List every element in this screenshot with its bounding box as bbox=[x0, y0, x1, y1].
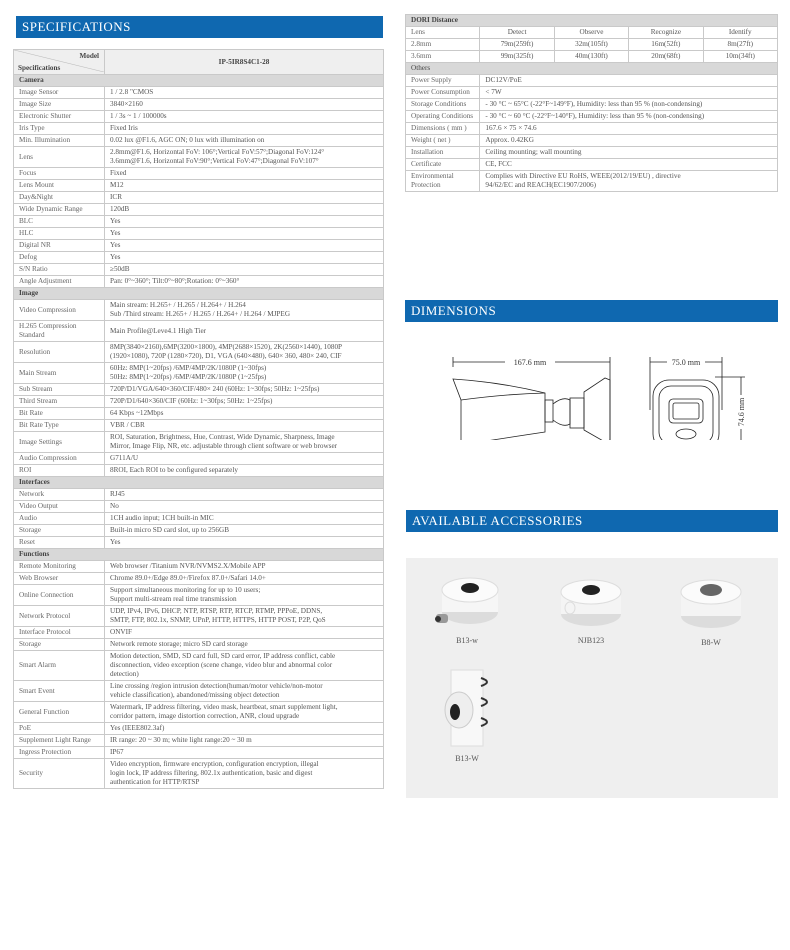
spec-key: Ingress Protection bbox=[14, 747, 105, 759]
spec-row bbox=[14, 180, 384, 192]
spec-row bbox=[14, 135, 384, 147]
spec-value-line: 720P/D1/640×360/CIF (60Hz: 1~30fps; 50Hz: 1~25fps) bbox=[110, 397, 273, 405]
spec-row bbox=[14, 321, 384, 342]
others-title: Others bbox=[406, 63, 778, 75]
spec-row bbox=[14, 123, 384, 135]
spec-key: Lens bbox=[14, 147, 105, 168]
spec-row bbox=[14, 300, 384, 321]
others-value-line: 94/62/EC and REACH(EC1907/2006) bbox=[485, 181, 596, 189]
spec-row bbox=[14, 735, 384, 747]
spec-value bbox=[105, 192, 384, 204]
spec-row bbox=[14, 681, 384, 702]
spec-value-line: VBR / CBR bbox=[110, 421, 145, 429]
spec-value bbox=[105, 300, 384, 321]
junction-box-icon bbox=[678, 572, 744, 632]
spec-row bbox=[14, 537, 384, 549]
spec-value bbox=[105, 735, 384, 747]
others-key: Power Supply bbox=[406, 75, 480, 87]
others-value bbox=[480, 171, 778, 192]
spec-value-line: M12 bbox=[110, 181, 124, 189]
dori-cell: 79m(259ft) bbox=[480, 39, 554, 51]
spec-value-line: detection) bbox=[110, 670, 139, 678]
spec-key: Audio bbox=[14, 513, 105, 525]
spec-value bbox=[105, 87, 384, 99]
spec-row bbox=[14, 489, 384, 501]
spec-key: Smart Event bbox=[14, 681, 105, 702]
spec-row bbox=[14, 204, 384, 216]
spec-key: Storage bbox=[14, 639, 105, 651]
spec-row bbox=[14, 228, 384, 240]
spec-value-line: 8MP(3840×2160),6MP(3200×1800), 4MP(2688×1520), 2K(2560×1440), 1080P bbox=[110, 343, 343, 351]
spec-row bbox=[14, 759, 384, 789]
spec-value-line: ROI, Saturation, Brightness, Hue, Contrast, Wide Dynamic, Sharpness, Image bbox=[110, 433, 335, 441]
spec-value-line: Video encryption, firmware encryption, configuration encryption, illegal bbox=[110, 760, 319, 768]
spec-value bbox=[105, 99, 384, 111]
spec-key: Focus bbox=[14, 168, 105, 180]
spec-value-line: Web browser /Titanium NVR/NVMS2.X/Mobile APP bbox=[110, 562, 266, 570]
others-value-line: - 30 °C ~ 60 °C (-22°F~140°F), Humidity: less than 95 % (non-condensing) bbox=[485, 112, 705, 120]
spec-value-line: ≥50dB bbox=[110, 265, 130, 273]
spec-value bbox=[105, 723, 384, 735]
dori-section-header bbox=[406, 15, 778, 27]
spec-row bbox=[14, 216, 384, 228]
spec-value-line: Main stream: H.265+ / H.265 / H.264+ / H.264 bbox=[110, 301, 246, 309]
others-value bbox=[480, 111, 778, 123]
spec-value bbox=[105, 585, 384, 606]
others-section-header bbox=[406, 63, 778, 75]
spec-key: Video Output bbox=[14, 501, 105, 513]
spec-key: Network bbox=[14, 489, 105, 501]
spec-key: Day&Night bbox=[14, 192, 105, 204]
spec-header-row bbox=[14, 50, 384, 75]
specifications-table bbox=[13, 49, 384, 789]
dori-cell: 99m(325ft) bbox=[480, 51, 554, 63]
spec-row bbox=[14, 264, 384, 276]
spec-value bbox=[105, 639, 384, 651]
spec-row bbox=[14, 453, 384, 465]
spec-key: BLC bbox=[14, 216, 105, 228]
dimensions-banner bbox=[405, 300, 778, 322]
spec-row bbox=[14, 342, 384, 363]
accessories-panel bbox=[406, 558, 778, 798]
spec-key: Web Browser bbox=[14, 573, 105, 585]
dori-cell: 8m(27ft) bbox=[703, 39, 777, 51]
spec-label: Specifications bbox=[18, 64, 61, 72]
spec-value bbox=[105, 180, 384, 192]
spec-value bbox=[105, 561, 384, 573]
spec-value-line: Fixed bbox=[110, 169, 127, 177]
dori-cell: 16m(52ft) bbox=[629, 39, 703, 51]
others-value-line: < 7W bbox=[485, 88, 502, 96]
spec-value bbox=[105, 501, 384, 513]
dori-col-identify: Identify bbox=[703, 27, 777, 39]
others-row bbox=[406, 75, 778, 87]
spec-row bbox=[14, 168, 384, 180]
others-key: Installation bbox=[406, 147, 480, 159]
spec-value-line: Sub /Third stream: H.265+ / H.265 / H.264+ / H.264 / MJPEG bbox=[110, 310, 291, 318]
spec-value-line: 1 / 3s ~ 1 / 100000s bbox=[110, 112, 167, 120]
spec-row bbox=[14, 465, 384, 477]
spec-value-line: login lock, IP address filtering, 802.1x authentication, basic and digest bbox=[110, 769, 313, 777]
spec-key: Smart Alarm bbox=[14, 651, 105, 681]
accessory-item bbox=[556, 572, 626, 645]
accessory-label: NJB123 bbox=[577, 636, 605, 645]
spec-key: Online Connection bbox=[14, 585, 105, 606]
spec-value-line: authentication for HTTP/RTSP bbox=[110, 778, 200, 786]
others-value bbox=[480, 75, 778, 87]
spec-row bbox=[14, 276, 384, 288]
spec-key: S/N Ratio bbox=[14, 264, 105, 276]
dori-title: DORI Distance bbox=[406, 15, 778, 27]
accessories-banner bbox=[406, 510, 778, 532]
others-value-line: 167.6 × 75 × 74.6 bbox=[485, 124, 537, 132]
others-key: Certificate bbox=[406, 159, 480, 171]
spec-value-line: Motion detection, SMD, SD card full, SD card error, IP address conflict, cable bbox=[110, 652, 336, 660]
spec-value-line: Line crossing /region intrusion detection(human/motor vehicle/non-motor bbox=[110, 682, 323, 690]
dori-row bbox=[406, 39, 778, 51]
spec-value-line: UDP, IPv4, IPv6, DHCP, NTP, RTSP, RTP, RTCP, RTMP, PPPoE, DDNS, bbox=[110, 607, 323, 615]
spec-value-line: SMTP, FTP, 802.1x, SNMP, UPnP, HTTP, HTTPS, HTTP POST, P2P, QoS bbox=[110, 616, 326, 624]
others-value-line: Approx. 0.42KG bbox=[485, 136, 534, 144]
spec-value bbox=[105, 702, 384, 723]
spec-row bbox=[14, 420, 384, 432]
spec-row bbox=[14, 513, 384, 525]
others-row bbox=[406, 147, 778, 159]
spec-key: Image Size bbox=[14, 99, 105, 111]
camera-dimension-drawing bbox=[405, 350, 778, 440]
spec-value bbox=[105, 513, 384, 525]
spec-row bbox=[14, 573, 384, 585]
spec-key: Main Stream bbox=[14, 363, 105, 384]
others-row bbox=[406, 135, 778, 147]
spec-key: Lens Mount bbox=[14, 180, 105, 192]
spec-section-header bbox=[14, 288, 384, 300]
others-value-line: CE, FCC bbox=[485, 160, 512, 168]
dori-column-header-row bbox=[406, 27, 778, 39]
others-value bbox=[480, 87, 778, 99]
spec-row bbox=[14, 702, 384, 723]
junction-box-icon bbox=[558, 572, 624, 630]
spec-value-line: Built-in micro SD card slot, up to 256GB bbox=[110, 526, 229, 534]
others-value bbox=[480, 123, 778, 135]
spec-row bbox=[14, 525, 384, 537]
spec-key: Network Protocol bbox=[14, 606, 105, 627]
spec-value bbox=[105, 252, 384, 264]
spec-row bbox=[14, 396, 384, 408]
spec-value-line: Yes bbox=[110, 241, 121, 249]
spec-value bbox=[105, 396, 384, 408]
junction-box-icon bbox=[434, 572, 500, 630]
spec-value-line: vehicle classification), abandoned/missing object detection bbox=[110, 691, 280, 699]
length-dimension-label: 167.6 mm bbox=[513, 358, 547, 367]
spec-value bbox=[105, 264, 384, 276]
spec-value bbox=[105, 465, 384, 477]
spec-key: Defog bbox=[14, 252, 105, 264]
spec-value-line: 8ROI, Each ROI to be configured separately bbox=[110, 466, 238, 474]
spec-key: Third Stream bbox=[14, 396, 105, 408]
others-key: Weight ( net ) bbox=[406, 135, 480, 147]
spec-row bbox=[14, 561, 384, 573]
spec-value-line: 0.02 lux @F1.6, AGC ON; 0 lux with illumination on bbox=[110, 136, 265, 144]
others-row bbox=[406, 123, 778, 135]
spec-value-line: Fixed Iris bbox=[110, 124, 138, 132]
spec-row bbox=[14, 111, 384, 123]
spec-value bbox=[105, 432, 384, 453]
spec-section-header bbox=[14, 477, 384, 489]
accessory-item bbox=[432, 668, 502, 763]
dimensions-title: DIMENSIONS bbox=[411, 303, 497, 318]
spec-key: Digital NR bbox=[14, 240, 105, 252]
dori-others-table bbox=[405, 14, 778, 192]
others-row bbox=[406, 87, 778, 99]
spec-key: Wide Dynamic Range bbox=[14, 204, 105, 216]
spec-value-line: 3840×2160 bbox=[110, 100, 143, 108]
spec-key: Image Settings bbox=[14, 432, 105, 453]
others-value-line: Ceiling mounting; wall mounting bbox=[485, 148, 582, 156]
spec-row bbox=[14, 87, 384, 99]
spec-value bbox=[105, 276, 384, 288]
spec-value-line: Yes bbox=[110, 217, 121, 225]
spec-row bbox=[14, 408, 384, 420]
spec-row bbox=[14, 240, 384, 252]
spec-key: Angle Adjustment bbox=[14, 276, 105, 288]
dori-cell: 32m(105ft) bbox=[554, 39, 628, 51]
others-row bbox=[406, 171, 778, 192]
spec-key: General Function bbox=[14, 702, 105, 723]
spec-value-line: Yes (IEEE802.3af) bbox=[110, 724, 165, 732]
spec-value bbox=[105, 168, 384, 180]
spec-row bbox=[14, 585, 384, 606]
spec-value-line: Support multi-stream real time transmission bbox=[110, 595, 237, 603]
spec-value bbox=[105, 216, 384, 228]
accessory-item bbox=[432, 572, 502, 645]
spec-value bbox=[105, 240, 384, 252]
spec-value-line: 64 Kbps ~12Mbps bbox=[110, 409, 164, 417]
spec-value-line: 2.8mm@F1.6, Horizontal FoV: 106°;Vertical FoV:57°;Diagonal FoV:124° bbox=[110, 148, 325, 156]
pole-mount-bracket-icon bbox=[437, 668, 497, 748]
spec-value bbox=[105, 453, 384, 465]
spec-value-line: Support simultaneous monitoring for up to 10 users; bbox=[110, 586, 261, 594]
spec-key: Iris Type bbox=[14, 123, 105, 135]
specifications-title: SPECIFICATIONS bbox=[22, 19, 131, 34]
dori-col-recognize: Recognize bbox=[629, 27, 703, 39]
spec-row bbox=[14, 192, 384, 204]
dori-col-observe: Observe bbox=[554, 27, 628, 39]
spec-row bbox=[14, 501, 384, 513]
spec-key: Storage bbox=[14, 525, 105, 537]
spec-value-line: G711A/U bbox=[110, 454, 139, 462]
spec-row bbox=[14, 723, 384, 735]
section-title: Functions bbox=[14, 549, 384, 561]
others-value-line: Complies with Directive EU RoHS, WEEE(2012/19/EU) , directive bbox=[485, 172, 681, 180]
spec-row bbox=[14, 639, 384, 651]
spec-value-line: ONVIF bbox=[110, 628, 132, 636]
spec-value bbox=[105, 342, 384, 363]
spec-row bbox=[14, 384, 384, 396]
model-label: Model bbox=[79, 52, 99, 60]
spec-key: Min. Illumination bbox=[14, 135, 105, 147]
spec-value-line: 120dB bbox=[110, 205, 130, 213]
accessories-title: AVAILABLE ACCESSORIES bbox=[412, 513, 583, 528]
section-title: Interfaces bbox=[14, 477, 384, 489]
spec-value-line: Watermark, IP address filtering, video mask, heartbeat, smart supplement light, bbox=[110, 703, 338, 711]
spec-value-line: Main Profile@Leve4.1 High Tier bbox=[110, 326, 207, 335]
accessory-label: B13-w bbox=[456, 636, 478, 645]
others-key: Operating Conditions bbox=[406, 111, 480, 123]
dori-cell: 20m(68ft) bbox=[629, 51, 703, 63]
spec-value-line: 3.6mm@F1.6, Horizontal FoV:90°;Vertical FoV:47°;Diagonal FoV:107° bbox=[110, 157, 319, 165]
others-key: Dimensions ( mm ) bbox=[406, 123, 480, 135]
spec-value bbox=[105, 573, 384, 585]
spec-value-line: ICR bbox=[110, 193, 122, 201]
others-value bbox=[480, 135, 778, 147]
spec-value-line: Yes bbox=[110, 229, 121, 237]
spec-key: Bit Rate Type bbox=[14, 420, 105, 432]
height-dimension-label: 74.6 mm bbox=[737, 397, 746, 427]
spec-row bbox=[14, 747, 384, 759]
spec-key: ROI bbox=[14, 465, 105, 477]
spec-value bbox=[105, 759, 384, 789]
spec-value bbox=[105, 681, 384, 702]
others-row bbox=[406, 99, 778, 111]
spec-value bbox=[105, 384, 384, 396]
spec-key: Sub Stream bbox=[14, 384, 105, 396]
spec-value bbox=[105, 408, 384, 420]
others-value bbox=[480, 159, 778, 171]
spec-row bbox=[14, 99, 384, 111]
spec-key: Interface Protocol bbox=[14, 627, 105, 639]
spec-value-line: Chrome 89.0+/Edge 89.0+/Firefox 87.0+/Safari 14.0+ bbox=[110, 574, 266, 582]
specifications-banner bbox=[16, 16, 383, 38]
spec-value bbox=[105, 420, 384, 432]
spec-value bbox=[105, 204, 384, 216]
spec-value-line: IR range: 20 ~ 30 m; white light range:20 ~ 30 m bbox=[110, 736, 252, 744]
spec-key: PoE bbox=[14, 723, 105, 735]
spec-value bbox=[105, 147, 384, 168]
spec-row bbox=[14, 627, 384, 639]
spec-value-line: Yes bbox=[110, 538, 121, 546]
spec-row bbox=[14, 606, 384, 627]
others-value bbox=[480, 99, 778, 111]
spec-value bbox=[105, 606, 384, 627]
spec-value-line: 720P/D1/VGA/640×360/CIF/480× 240 (60Hz: 1~30fps; 50Hz: 1~25fps) bbox=[110, 385, 320, 393]
spec-key: Security bbox=[14, 759, 105, 789]
spec-value-line: IP67 bbox=[110, 748, 124, 756]
spec-value bbox=[105, 525, 384, 537]
spec-section-header bbox=[14, 549, 384, 561]
accessory-label: B13-W bbox=[455, 754, 479, 763]
spec-value-line: 60Hz: 8MP(1~20fps) /6MP/4MP/2K/1080P (1~30fps) bbox=[110, 364, 267, 372]
spec-value-line: Network remote storage; micro SD card storage bbox=[110, 640, 248, 648]
spec-key: Remote Monitoring bbox=[14, 561, 105, 573]
spec-value-line: Yes bbox=[110, 253, 121, 261]
spec-value bbox=[105, 123, 384, 135]
spec-value-line: 50Hz: 8MP(1~20fps) /6MP/4MP/2K/1080P (1~25fps) bbox=[110, 373, 267, 381]
spec-row bbox=[14, 651, 384, 681]
spec-key: Bit Rate bbox=[14, 408, 105, 420]
accessory-label: B8-W bbox=[701, 638, 721, 647]
spec-value-line: Pan: 0°~360°; Tilt:0°~80°;Rotation: 0°~360° bbox=[110, 277, 240, 285]
spec-value bbox=[105, 747, 384, 759]
spec-value bbox=[105, 135, 384, 147]
others-value bbox=[480, 147, 778, 159]
spec-value bbox=[105, 111, 384, 123]
others-value-line: - 30 °C ~ 65°C (-22°F~149°F), Humidity: less than 95 % (non-condensing) bbox=[485, 100, 703, 108]
dori-cell: 40m(130ft) bbox=[554, 51, 628, 63]
spec-row bbox=[14, 252, 384, 264]
spec-value bbox=[105, 489, 384, 501]
dori-row bbox=[406, 51, 778, 63]
spec-value-line: disconnection, video exception (scene change, video blur and abnormal color bbox=[110, 661, 333, 669]
others-value-line: DC12V/PoE bbox=[485, 76, 522, 84]
others-key: Power Consumption bbox=[406, 87, 480, 99]
spec-value bbox=[105, 321, 384, 342]
spec-value-line: (1920×1080), 720P (1280×720), D1, VGA (640×480), 640× 360, 480× 240, CIF bbox=[110, 352, 342, 360]
spec-key: Video Compression bbox=[14, 300, 105, 321]
spec-key: Image Sensor bbox=[14, 87, 105, 99]
others-row bbox=[406, 159, 778, 171]
section-title: Image bbox=[14, 288, 384, 300]
others-key: Environmental Protection bbox=[406, 171, 480, 192]
spec-value-line: corridor pattern, image distortion correction, ANR, cloud upgrade bbox=[110, 712, 300, 720]
spec-header-corner bbox=[14, 50, 105, 75]
spec-key: Supplement Light Range bbox=[14, 735, 105, 747]
spec-key: HLC bbox=[14, 228, 105, 240]
width-dimension-label: 75.0 mm bbox=[671, 358, 701, 367]
spec-value bbox=[105, 228, 384, 240]
spec-value bbox=[105, 651, 384, 681]
dori-cell: 3.6mm bbox=[406, 51, 480, 63]
spec-key: Resolution bbox=[14, 342, 105, 363]
spec-row bbox=[14, 147, 384, 168]
spec-value-line: No bbox=[110, 502, 119, 510]
spec-value bbox=[105, 363, 384, 384]
dori-cell: 10m(34ft) bbox=[703, 51, 777, 63]
spec-key: Audio Compression bbox=[14, 453, 105, 465]
spec-key: Reset bbox=[14, 537, 105, 549]
accessory-item bbox=[676, 572, 746, 647]
spec-value bbox=[105, 537, 384, 549]
section-title: Camera bbox=[14, 75, 384, 87]
spec-value-line: RJ45 bbox=[110, 490, 125, 498]
others-key: Storage Conditions bbox=[406, 99, 480, 111]
dori-col-detect: Detect bbox=[480, 27, 554, 39]
spec-value-line: Mirror, Image Flip, NR, etc. adjustable through client software or web browser bbox=[110, 442, 338, 450]
spec-value-line: 1CH audio input; 1CH built-in MIC bbox=[110, 514, 214, 522]
dori-cell: 2.8mm bbox=[406, 39, 480, 51]
spec-value bbox=[105, 627, 384, 639]
spec-key: H.265 Compression Standard bbox=[14, 321, 105, 342]
spec-key: Electronic Shutter bbox=[14, 111, 105, 123]
others-row bbox=[406, 111, 778, 123]
spec-row bbox=[14, 432, 384, 453]
spec-row bbox=[14, 363, 384, 384]
dori-col-lens: Lens bbox=[406, 27, 480, 39]
model-number: IP-5IR8S4C1-28 bbox=[105, 50, 384, 75]
spec-section-header bbox=[14, 75, 384, 87]
spec-value-line: 1 / 2.8 "CMOS bbox=[110, 88, 154, 96]
